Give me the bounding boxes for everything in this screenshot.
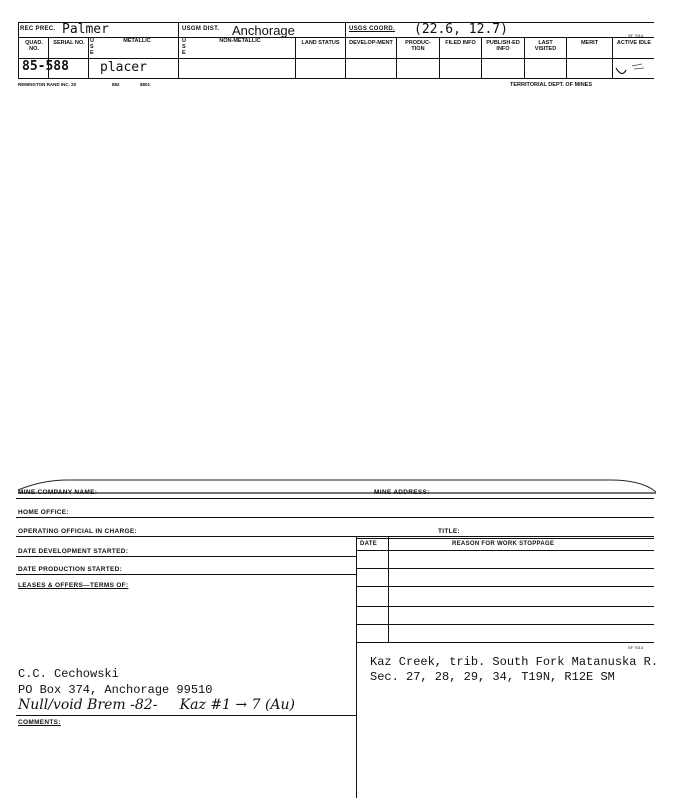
footer-code-2: 8801 xyxy=(140,82,151,87)
rec-prec-value: Palmer xyxy=(62,22,109,37)
handwritten-note: Null/void Brem -82- Kaz #1 → 7 (Au) xyxy=(18,697,295,713)
usgm-dist-value: Anchorage xyxy=(232,23,295,38)
mine-address-label: MINE ADDRESS: xyxy=(374,489,430,496)
col-land-status: LAND STATUS xyxy=(301,40,340,46)
col-filed-info: FILED INFO xyxy=(445,40,476,46)
location-line-1: Kaz Creek, trib. South Fork Matanuska R. xyxy=(370,655,659,669)
mine-company-label: MINE COMPANY NAME: xyxy=(18,489,98,496)
prod-started-label: DATE PRODUCTION STARTED: xyxy=(18,566,123,573)
quad-serial-value: 85-588 xyxy=(22,59,69,74)
operating-official-label: OPERATING OFFICIAL IN CHARGE: xyxy=(18,528,137,535)
location-line-2: Sec. 27, 28, 29, 34, T19N, R12E SM xyxy=(370,670,615,684)
col-active-idle: ACTIVE IDLE xyxy=(616,40,652,46)
reason-column-label: REASON FOR WORK STOPPAGE xyxy=(452,541,555,547)
date-column-label: DATE xyxy=(360,541,378,547)
usgm-dist-label: USGM DIST. xyxy=(182,26,220,32)
col-use-metallic: U S E xyxy=(90,38,94,56)
title-label: TITLE: xyxy=(438,528,461,535)
owner-address: PO Box 374, Anchorage 99510 xyxy=(18,683,213,697)
col-published-info: PUBLISH-ED INFO xyxy=(486,40,520,52)
footer-printer: REMINGTON RAND INC. 20 xyxy=(18,82,77,87)
rec-prec-label: REC PREC. xyxy=(20,26,56,32)
footer-code-1: 882 xyxy=(112,82,120,87)
metallic-value: placer xyxy=(100,60,147,75)
col-last-visited: LAST VISITED xyxy=(534,40,557,52)
leases-label: LEASES & OFFERS—TERMS OF: xyxy=(18,582,129,589)
col-serial: SERIAL NO. xyxy=(53,40,85,46)
col-use-nonmetallic: U S E xyxy=(182,38,186,56)
dev-started-label: DATE DEVELOPMENT STARTED: xyxy=(18,548,129,555)
col-development: DEVELOP-MENT xyxy=(349,40,393,46)
pencil-mark-icon xyxy=(612,60,652,82)
comments-label: COMMENTS: xyxy=(18,719,61,726)
form-number: SF 7014 xyxy=(628,33,644,38)
card-edge xyxy=(12,476,662,498)
usgs-coord-label: USGS COORD. xyxy=(349,26,395,32)
col-production: PRODUC-TION xyxy=(405,40,431,52)
col-metallic: METALLIC xyxy=(123,38,151,44)
owner-name: C.C. Cechowski xyxy=(18,667,119,681)
col-nonmetallic: NON-METALLIC xyxy=(219,38,261,44)
bottom-form-number: SF 7013 xyxy=(628,645,644,650)
usgs-coord-value: (22.6, 12.7) xyxy=(414,22,508,37)
footer-dept: TERRITORIAL DEPT. OF MINES xyxy=(510,82,592,88)
col-quad: QUAD. NO. xyxy=(25,40,43,52)
col-merit: MERIT xyxy=(580,40,599,46)
home-office-label: HOME OFFICE: xyxy=(18,509,69,516)
